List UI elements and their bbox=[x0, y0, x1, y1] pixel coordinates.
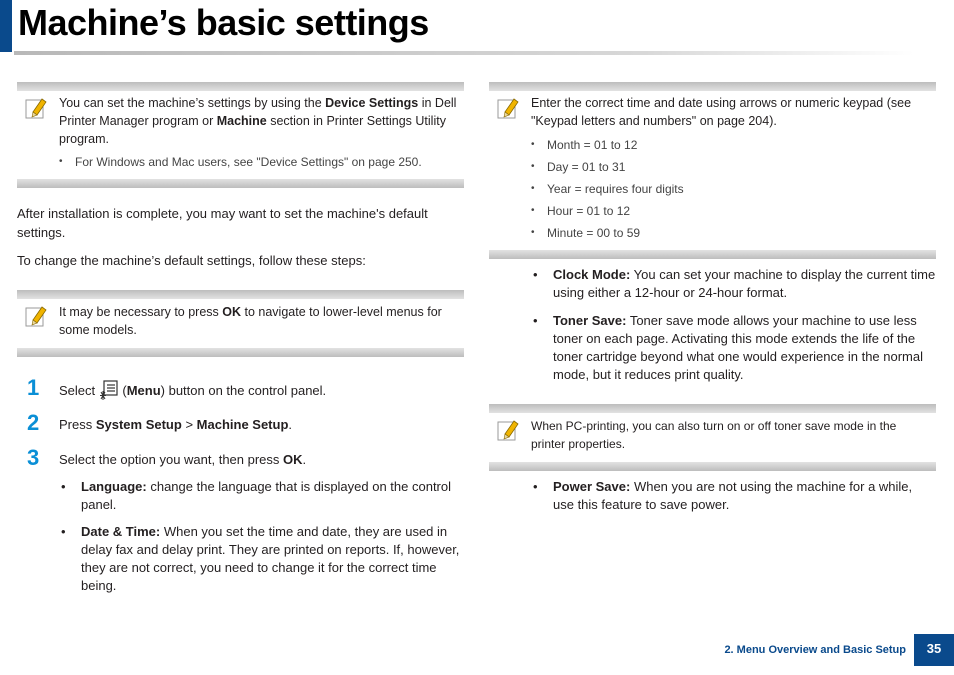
steps-intro: To change the machine’s default settings, follow these steps: bbox=[17, 253, 366, 268]
note-pencil-icon bbox=[25, 304, 47, 328]
step-text: Select (Menu) button on the control panel. bbox=[59, 380, 326, 400]
note-pencil-icon bbox=[497, 96, 519, 120]
step-number: 2 bbox=[27, 410, 40, 435]
note-text: Enter the correct time and date using arrows or numeric keypad (see "Keypad letters and numbers" on page 204). • Month = 01 to 12 • Day = 01 to 31 • Year = requires four digits • Hour = 01 to 12 • Minute = 00 to 59 bbox=[531, 94, 932, 244]
step-text: Select the option you want, then press OK. bbox=[59, 452, 307, 467]
step-number: 3 bbox=[27, 445, 40, 470]
step-text: Press System Setup > Machine Setup. bbox=[59, 417, 293, 432]
ok-term: OK bbox=[222, 305, 242, 319]
device-settings-term: Device Settings bbox=[325, 96, 419, 110]
note-text: When PC-printing, you can also turn on or off toner save mode in the printer properties. bbox=[531, 419, 897, 451]
note-sub-bullet: • For Windows and Mac users, see "Device Settings" on page 250. bbox=[59, 154, 460, 170]
machine-term: Machine bbox=[216, 114, 267, 128]
note-pencil-icon bbox=[25, 96, 47, 120]
note-pc-printing bbox=[489, 404, 936, 471]
step-2 bbox=[17, 410, 464, 439]
step-3 bbox=[17, 445, 464, 474]
bullet-power-save: • Power Save: When you are not using the machine for a while, use this feature to save power. bbox=[531, 478, 936, 514]
step-number: 1 bbox=[27, 375, 40, 400]
list-item: • Minute = 00 to 59 bbox=[531, 222, 932, 244]
list-item: • Month = 01 to 12 bbox=[531, 134, 932, 156]
bullet-toner-save: • Toner Save: Toner save mode allows your machine to use less toner on each page. Activating this mode extends the life of the toner cartridge beyond what one would experience in the normal mode, but it reduces print quality. bbox=[531, 312, 936, 384]
page-title: Machine’s basic settings bbox=[18, 2, 429, 43]
page-number: 35 bbox=[914, 634, 954, 666]
note-text: You can set the machine’s settings by using the Device Settings in Dell Printer Manager program or Machine section in Printer Settings Utility program. • For Windows and Mac users, see "Device Settings" on page 250. bbox=[59, 94, 460, 170]
format-list bbox=[531, 134, 932, 244]
step-1 bbox=[17, 375, 464, 404]
note-pencil-icon bbox=[497, 418, 519, 442]
note-text: It may be necessary to press OK to navigate to lower-level menus for some models. bbox=[59, 305, 442, 337]
list-item: • Day = 01 to 31 bbox=[531, 156, 932, 178]
list-item: • Hour = 01 to 12 bbox=[531, 200, 932, 222]
note-date-time-format bbox=[489, 82, 936, 259]
bullet-clock-mode: • Clock Mode: You can set your machine to display the current time using either a 12-hour or 24-hour format. bbox=[531, 266, 936, 302]
menu-button-icon bbox=[100, 380, 118, 400]
intro-paragraph: After installation is complete, you may want to set the machine's default settings. bbox=[17, 206, 428, 240]
list-item: • Year = requires four digits bbox=[531, 178, 932, 200]
note-device-settings bbox=[17, 82, 464, 188]
title-divider bbox=[14, 51, 914, 55]
note-ok-navigation bbox=[17, 290, 464, 357]
title-accent-bar bbox=[0, 0, 12, 52]
footer-section-title: 2. Menu Overview and Basic Setup bbox=[724, 644, 906, 656]
bullet-date-time: • Date & Time: When you set the time and date, they are used in delay fax and delay print. They are printed on reports. If, however, they are not correct, you need to change it for the correct time being. bbox=[59, 523, 464, 595]
bullet-language: • Language: change the language that is displayed on the control panel. bbox=[59, 478, 464, 514]
